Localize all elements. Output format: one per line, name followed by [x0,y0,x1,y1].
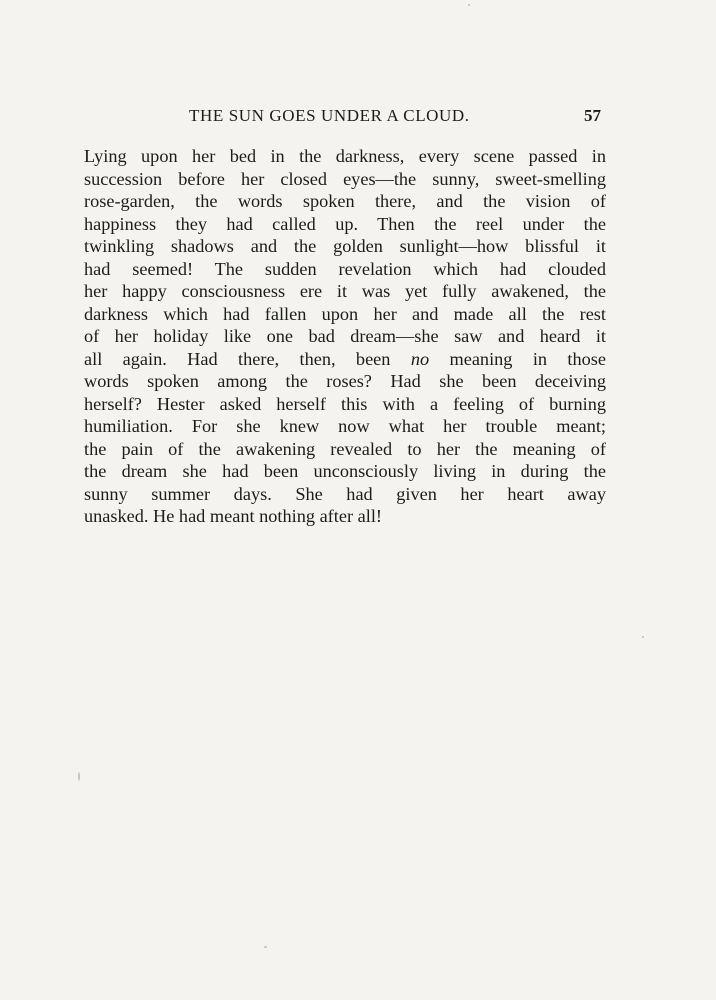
emphasis: no [410,348,430,369]
text-line: happiness they had called up. Then the reel under the [84,213,606,234]
paper-speck [468,4,470,6]
body-paragraph [84,145,606,528]
text-line: her happy consciousness ere it was yet fully awakened, the [84,281,606,301]
text-line: the dream she had been unconsciously living in during the [84,461,606,481]
text-line: humiliation. For she knew now what her trouble meant; [84,416,606,436]
text-line: herself? Hester asked herself this with a feeling of burning [84,393,606,414]
text-line: unasked. He had meant nothing after all! [84,506,382,526]
text-line: the pain of the awakening revealed to her the meaning of [84,438,606,459]
paper-speck [264,946,267,948]
text-line: succession before her closed eyes—the sunny, sweet-smelling [84,168,606,189]
running-title: THE SUN GOES UNDER A CLOUD. [189,106,470,125]
text-line: sunny summer days. She had given her heart away [84,483,606,504]
text-line: rose-garden, the words spoken there, and the vision of [84,191,606,211]
paper-speck [642,636,644,638]
page-number: 57 [584,106,601,125]
text-fragment: meaning in those [429,348,606,369]
text-line: Lying upon her bed in the darkness, every scene passed in [84,146,606,166]
text-line: of her holiday like one bad dream—she saw and heard it [84,326,606,346]
text-fragment: all again. Had there, then, been [84,348,411,369]
text-line: had seemed! The sudden revelation which had clouded [84,258,606,279]
text-line: twinkling shadows and the golden sunlight—how blissful it [84,236,606,256]
text-line: darkness which had fallen upon her and made all the rest [84,303,606,324]
paper-speck [78,772,80,781]
text-line [84,348,606,371]
running-head [84,106,606,128]
text-line: words spoken among the roses? Had she been deceiving [84,371,606,391]
